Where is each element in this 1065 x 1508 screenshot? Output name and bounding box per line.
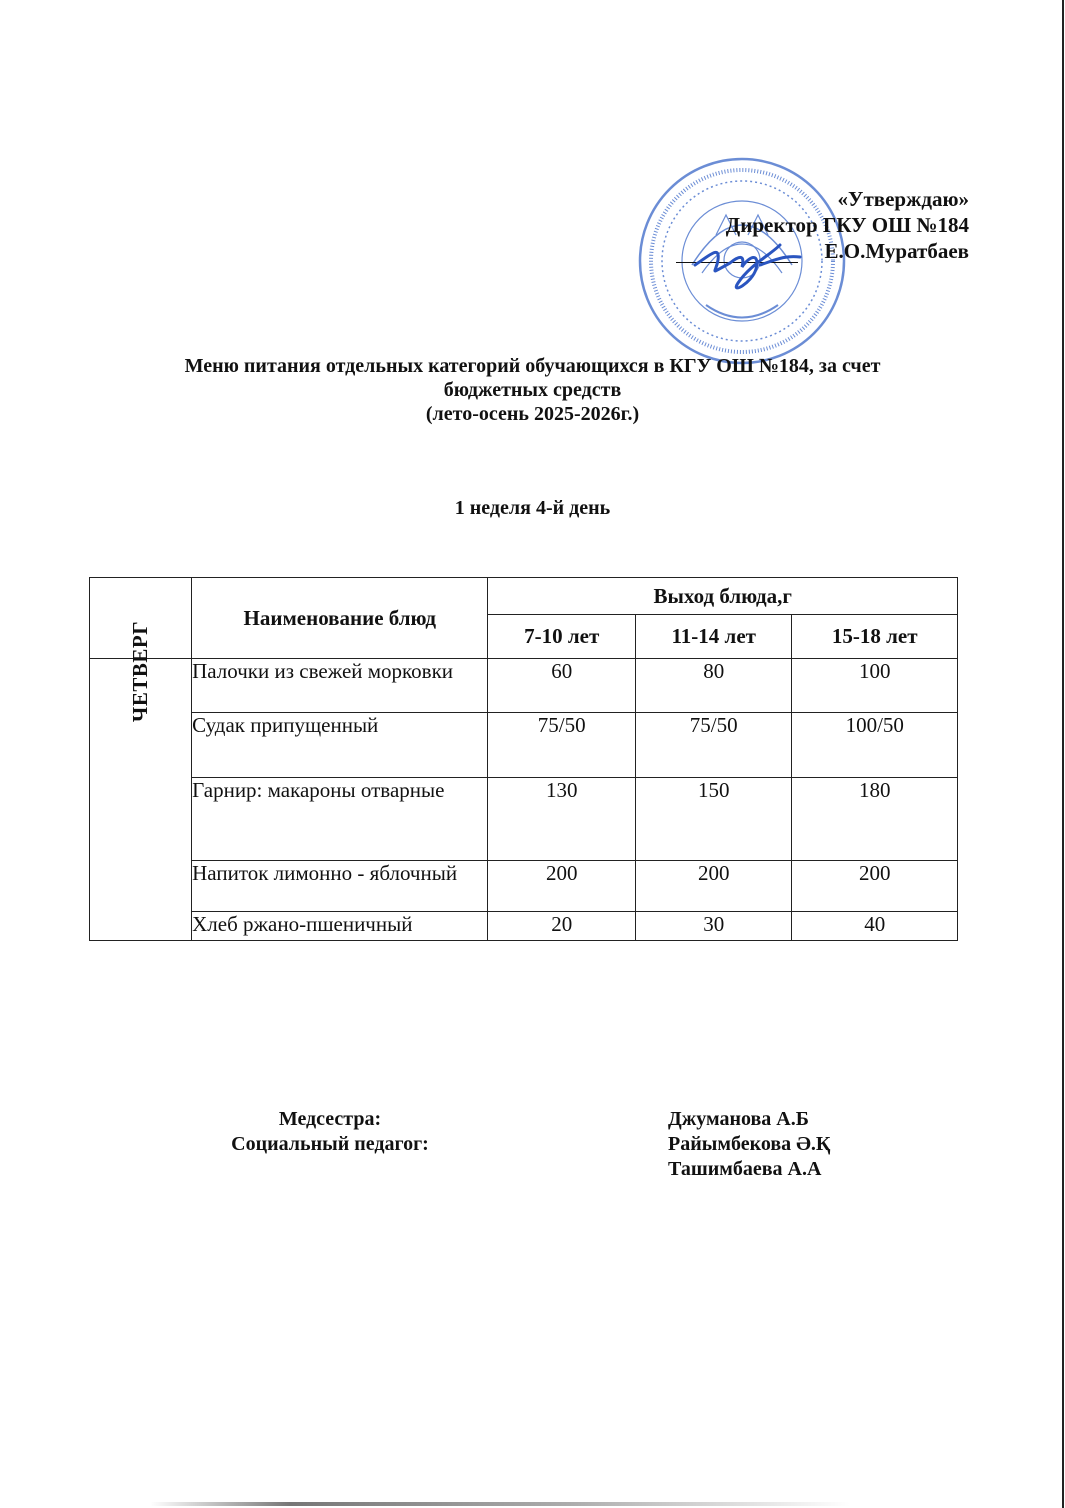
signatory-name: Райымбекова Ә.Қ	[668, 1133, 831, 1155]
signatory-name: Ташимбаева А.А	[668, 1158, 822, 1180]
dish-yield: 30	[635, 912, 792, 941]
title-line-3: (лето-осень 2025-2026г.)	[425, 403, 640, 425]
dish-yield: 200	[792, 861, 958, 912]
dish-name: Хлеб ржано-пшеничный	[192, 912, 488, 941]
day-cell	[90, 620, 192, 941]
dish-yield: 75/50	[488, 713, 636, 778]
header-yield: Выход блюда,г	[488, 578, 958, 615]
title-line-1: Меню питания отдельных категорий обучающихся в КГУ ОШ №184, за счет	[184, 355, 881, 377]
day-label: ЧЕТВЕРГ	[128, 620, 153, 723]
title-line-2: бюджетных средств	[443, 379, 622, 401]
page-edge	[1062, 0, 1064, 1508]
table-row	[90, 912, 958, 941]
footer-names	[668, 1107, 830, 1182]
handwritten-signature-icon	[690, 225, 830, 295]
document-title	[60, 354, 1005, 426]
dish-name: Напиток лимонно - яблочный	[192, 861, 488, 912]
table-row	[90, 659, 958, 713]
role-nurse: Медсестра:	[278, 1108, 382, 1130]
dish-yield: 200	[488, 861, 636, 912]
scan-shadow	[150, 1502, 850, 1506]
dish-yield: 100	[792, 659, 958, 713]
dish-yield: 200	[635, 861, 792, 912]
dish-yield: 180	[792, 778, 958, 861]
header-dish-name: Наименование блюд	[192, 578, 488, 659]
menu-table	[89, 577, 958, 941]
footer-roles	[200, 1107, 460, 1157]
dish-name: Палочки из свежей морковки	[192, 659, 488, 713]
table-header-row	[90, 578, 958, 615]
dish-yield: 130	[488, 778, 636, 861]
approval-heading: «Утверждаю»	[837, 187, 969, 211]
header-age-group: 15-18 лет	[792, 615, 958, 659]
dish-yield: 40	[792, 912, 958, 941]
role-social-pedagogue: Социальный педагог:	[231, 1133, 429, 1155]
dish-yield: 60	[488, 659, 636, 713]
signatory-name: Джуманова А.Б	[668, 1108, 809, 1130]
header-age-group: 11-14 лет	[635, 615, 792, 659]
dish-yield: 150	[635, 778, 792, 861]
table-row	[90, 861, 958, 912]
dish-yield: 75/50	[635, 713, 792, 778]
dish-yield: 20	[488, 912, 636, 941]
dish-yield: 80	[635, 659, 792, 713]
approval-name: Е.О.Муратбаев	[824, 239, 969, 263]
week-day-label: 1 неделя 4-й день	[454, 497, 611, 519]
table-row	[90, 713, 958, 778]
dish-name: Гарнир: макароны отварные	[192, 778, 488, 861]
header-age-group: 7-10 лет	[488, 615, 636, 659]
dish-name: Судак припущенный	[192, 713, 488, 778]
dish-yield: 100/50	[792, 713, 958, 778]
table-row	[90, 778, 958, 861]
approval-position: Директор ГКУ ОШ №184	[725, 213, 969, 237]
